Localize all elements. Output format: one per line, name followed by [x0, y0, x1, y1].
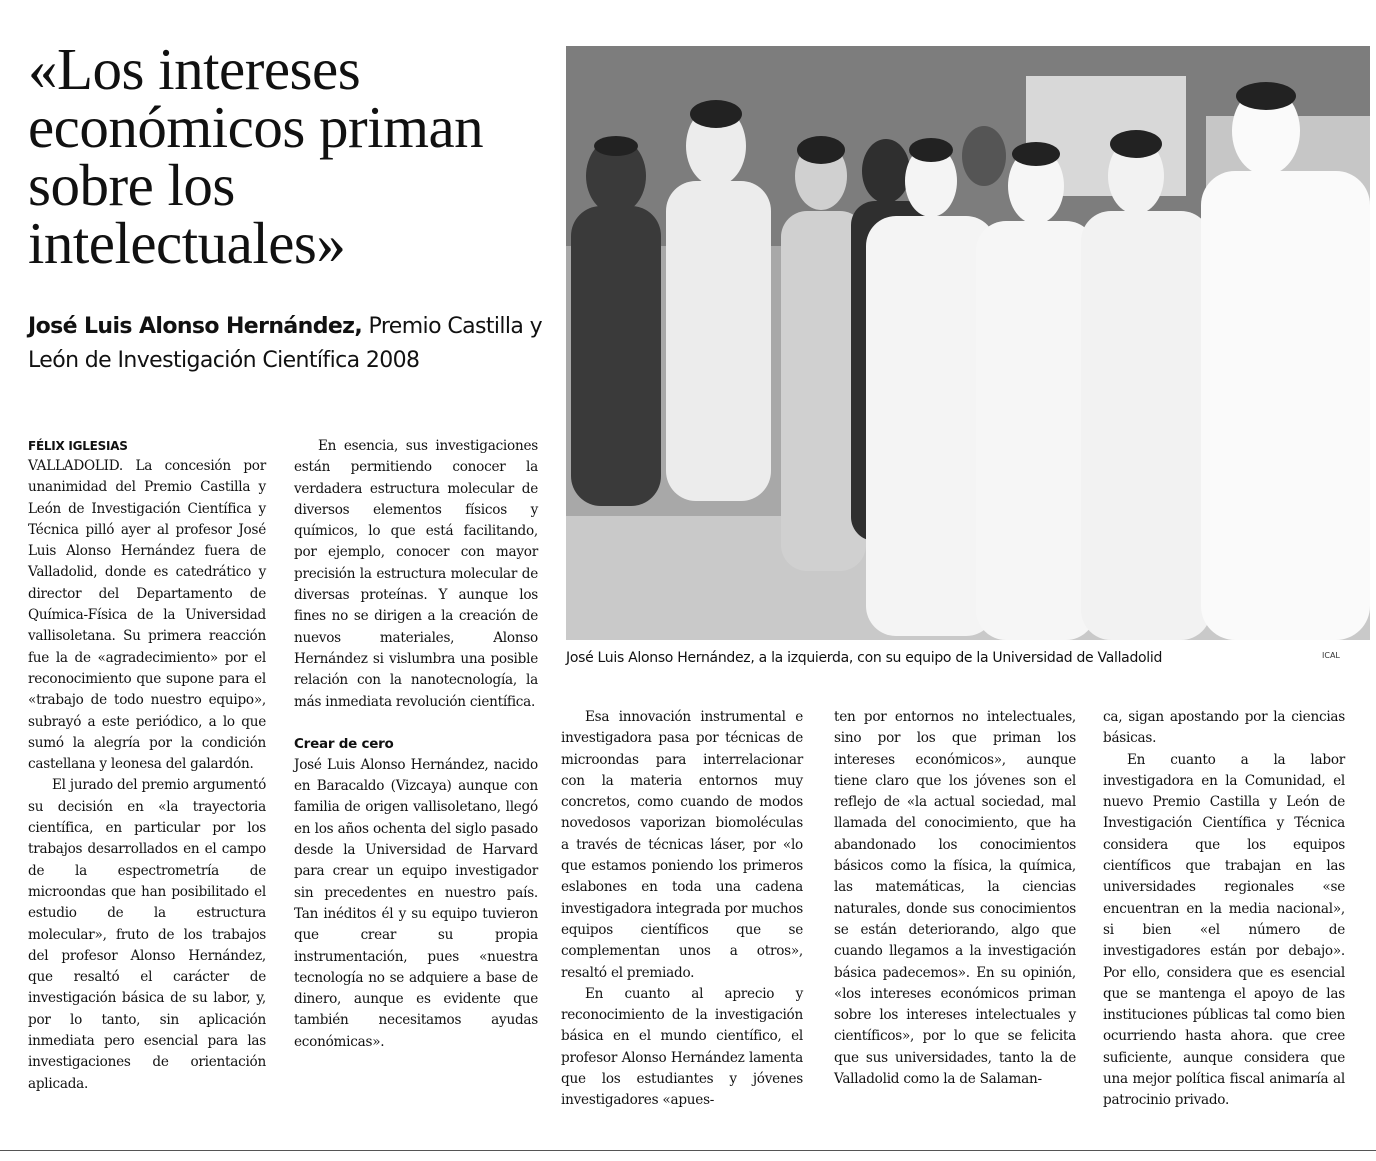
section-heading: Crear de cero: [294, 735, 394, 752]
subhead-rest: Premio Castilla y León de Investigación Científica 2008: [28, 314, 543, 373]
column4-paragraph-1: ten por entornos no intelectuales, sino por los que priman los intereses económicos», aunque tiene claro que los jóvenes son el reflejo de «la actual sociedad, mal llamada del conocimiento, que ha abandonado los conocimientos básicos como la física, la química, las matemáticas, la ciencias naturales, donde sus conocimientos se están deteriorando, algo que cuando llegamos a la investigación básica padecemos». En su opinión, «los intereses económicos priman sobre los intereses intelectuales y científicos», por lo que se felicita que sus universidades, tanto la de Valladolid como la de Salaman-: [834, 709, 1076, 1088]
column2-paragraph-2: José Luis Alonso Hernández, nacido en Baracaldo (Vizcaya) aunque con familia de origen vallisoletano, llegó en los años ochenta del siglo pasado desde la Universidad de Harvard para crear un equipo investigador sin precedentes en nuestro país. Tan inéditos él y su equipo tuvieron que crear su propia instrumentación, pues «nuestra tecnología no se adquiere a base de dinero, aunque es evidente que también necesitamos ayudas económicas».: [294, 756, 538, 1050]
article-column-1: [28, 436, 266, 1095]
column2-paragraph-1: En esencia, sus investigaciones están permitiendo conocer la verdadera estructura molecular de diversos elementos físicos y químicos, lo que está facilitando, por ejemplo, conocer con mayor precisión la estructura molecular de diversas proteínas. Y aunque los fines no se dirigen a la creación de nuevos materiales, Alonso Hernández si vislumbra una posible relación con la nanotecnología, la más inmediata revolución científica.: [294, 438, 538, 710]
column3-paragraph-2: En cuanto al aprecio y reconocimiento de la investigación básica en el mundo científico, el profesor Alonso Hernández lamenta que los estudiantes y jóvenes investigadores «apues-: [561, 985, 803, 1109]
byline: FÉLIX IGLESIAS: [28, 439, 128, 453]
column1-paragraph-2: El jurado del premio argumentó su decisión en «la trayectoria científica, en particular por los trabajos desarrollados en el campo de la espectrometría de microondas que han posibilitado el estudio de la estructura molecular», fruto de los trabajos del profesor Alonso Hernández, que resaltó el carácter de investigación básica de su labor, y, por lo tanto, sin aplicación inmediata pero esencial para las investigaciones de orientación aplicada.: [28, 777, 266, 1092]
team-photo: [566, 46, 1370, 640]
photo-credit: ICAL: [1322, 651, 1340, 660]
article-column-4: [834, 707, 1076, 1090]
team-photo-illustration: [566, 46, 1370, 640]
bottom-rule: [0, 1150, 1376, 1151]
article-column-2: [294, 436, 538, 1053]
subheadline: [28, 310, 548, 378]
photo-caption: José Luis Alonso Hernández, a la izquierda, con su equipo de la Universidad de Valladolid: [566, 650, 1163, 666]
article-column-5: [1103, 707, 1345, 1112]
column3-paragraph-1: Esa innovación instrumental e investigadora pasa por técnicas de microondas para interrelacionar con la materia entornos muy concretos, como cuando de modos novedosos vaporizan biomoléculas a través de técnicas láser, por «lo que estamos poniendo los primeros eslabones en toda una cadena investigadora integrada por muchos equipos científicos que se complementan unos a otros», resaltó el premiado.: [561, 709, 803, 981]
article-column-3: [561, 707, 803, 1112]
headline: «Los intereses económicos priman sobre los intelectuales»: [28, 36, 484, 276]
column1-paragraph-1: VALLADOLID. La concesión por unanimidad del Premio Castilla y León de Investigación Científica y Técnica pilló ayer al profesor José Luis Alonso Hernández fuera de Valladolid, donde es catedrático y director del Departamento de Química-Física de la Universidad vallisoletana. Su primera reacción fue la de «agradecimiento» por el reconocimiento que supone para el «trabajo de todo nuestro equipo», subrayó a este periódico, a lo que sumó la alegría por la condición castellana y leonesa del galardón.: [28, 458, 266, 773]
column5-paragraph-1: ca, sigan apostando por la ciencias básicas.: [1103, 709, 1345, 747]
subhead-name: José Luis Alonso Hernández,: [28, 314, 363, 339]
column5-paragraph-2: En cuanto a la labor investigadora en la Comunidad, el nuevo Premio Castilla y León de Investigación Científica y Técnica considera que los equipos científicos que trabajan en las universidades regionales «se encuentran en la media nacional», si bien «el número de investigadores están por debajo». Por ello, considera que es esencial que se mantenga el apoyo de las instituciones públicas tal como bien ocurriendo hasta ahora. que cree suficiente, aunque considera que una mejor política fiscal animaría al patrocinio privado.: [1103, 751, 1345, 1109]
